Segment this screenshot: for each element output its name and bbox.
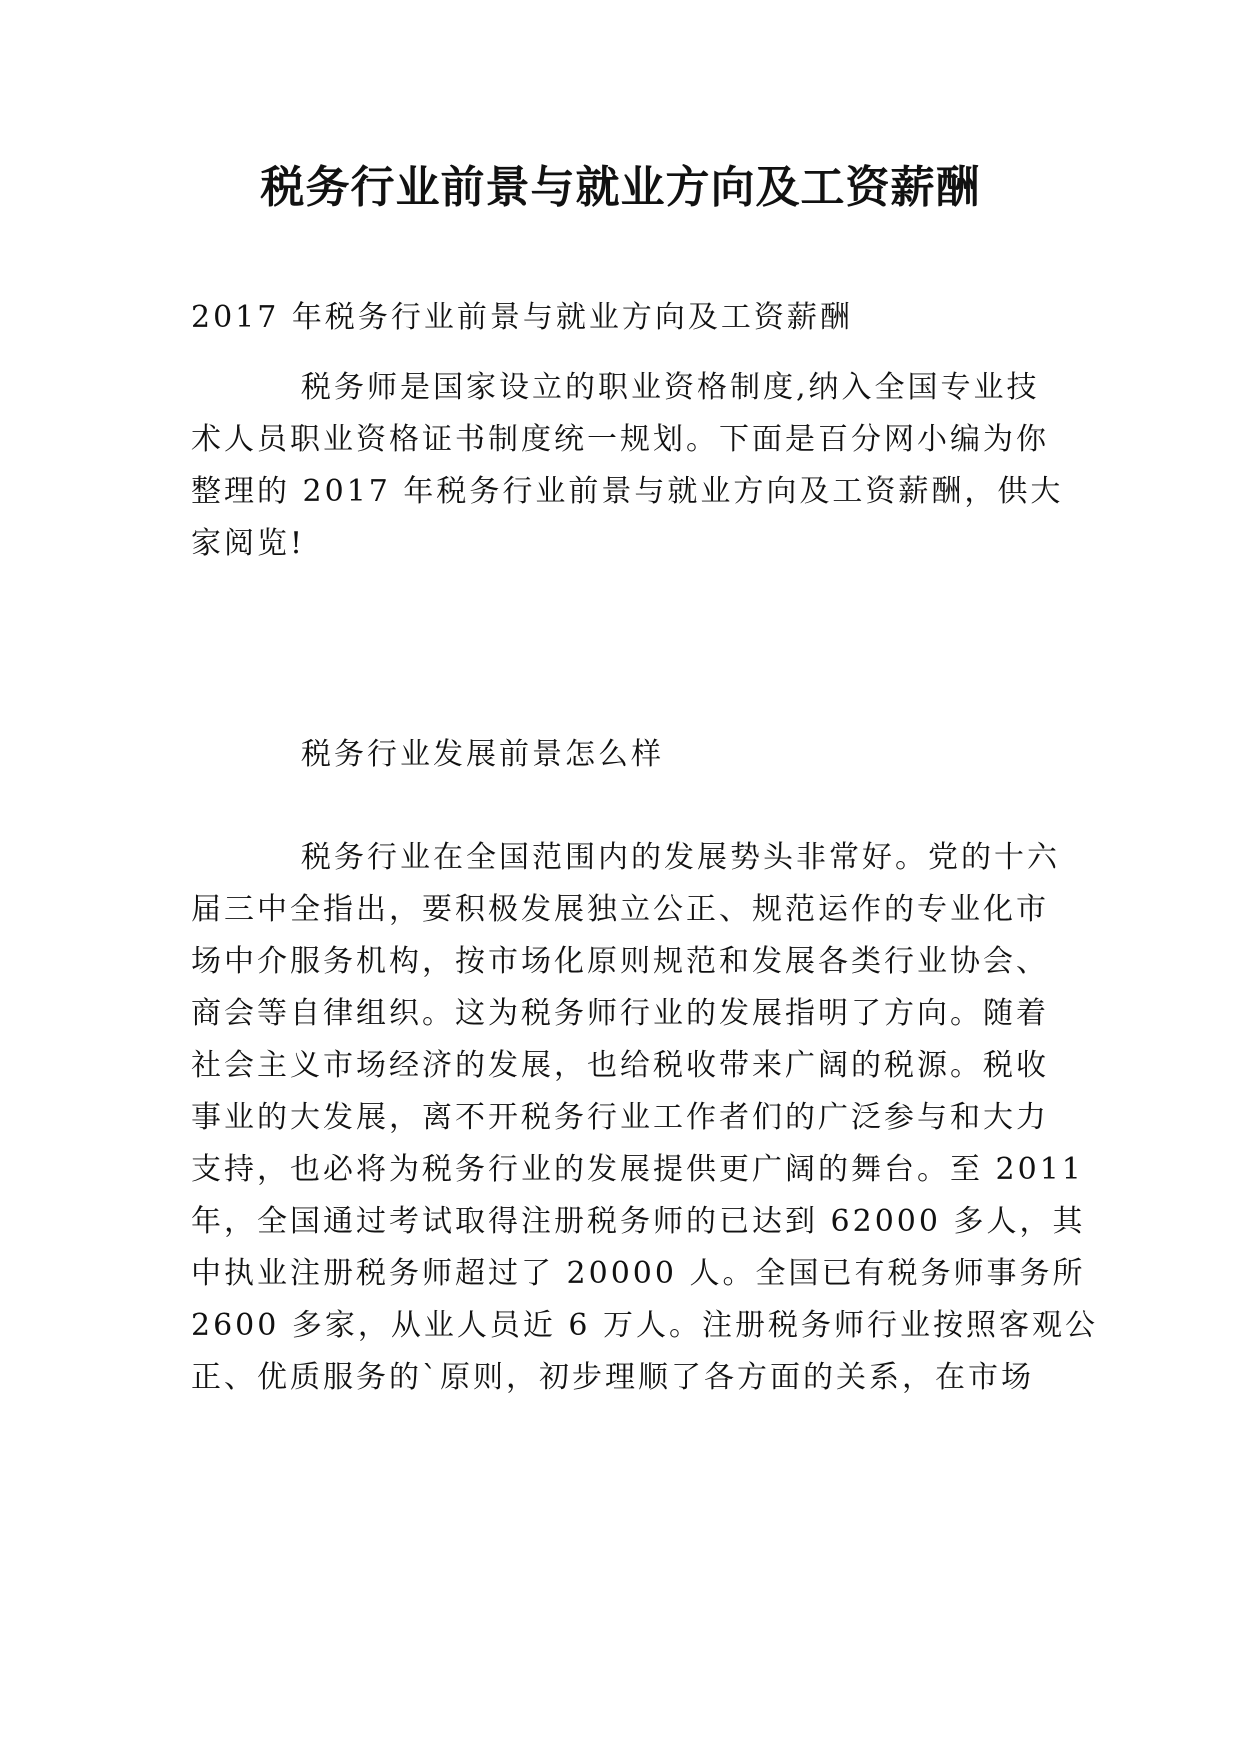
intro-line: 税务师是国家设立的职业资格制度,纳入全国专业技	[301, 370, 1040, 405]
body-line: 商会等自律组织。这为税务师行业的发展指明了方向。随着	[191, 996, 1049, 1031]
body-line: 事业的大发展，离不开税务行业工作者们的广泛参与和大力	[191, 1100, 1049, 1135]
body-line: 届三中全指出，要积极发展独立公正、规范运作的专业化市	[191, 892, 1049, 927]
body-line: 支持，也必将为税务行业的发展提供更广阔的舞台。至 2011	[191, 1152, 1084, 1187]
intro-line: 术人员职业资格证书制度统一规划。下面是百分网小编为你	[191, 422, 1049, 457]
body-line: 税务行业在全国范围内的发展势头非常好。党的十六	[301, 840, 1060, 875]
document-subtitle: 2017 年税务行业前景与就业方向及工资薪酬	[191, 300, 853, 335]
body-line: 社会主义市场经济的发展，也给税收带来广阔的税源。税收	[191, 1048, 1049, 1083]
intro-line: 整理的 2017 年税务行业前景与就业方向及工资薪酬，供大	[191, 474, 1064, 509]
document-title: 税务行业前景与就业方向及工资薪酬	[260, 162, 981, 213]
body-line: 年，全国通过考试取得注册税务师的已达到 62000 多人，其	[191, 1204, 1086, 1239]
intro-line: 家阅览!	[191, 526, 306, 561]
section-heading: 税务行业发展前景怎么样	[301, 737, 664, 772]
body-line: 中执业注册税务师超过了 20000 人。全国已有税务师事务所	[191, 1256, 1086, 1291]
body-line: 场中介服务机构，按市场化原则规范和发展各类行业协会、	[191, 944, 1049, 979]
body-line: 正、优质服务的`原则，初步理顺了各方面的关系，在市场	[191, 1360, 1034, 1395]
body-line: 2600 多家，从业人员近 6 万人。注册税务师行业按照客观公	[191, 1308, 1099, 1343]
